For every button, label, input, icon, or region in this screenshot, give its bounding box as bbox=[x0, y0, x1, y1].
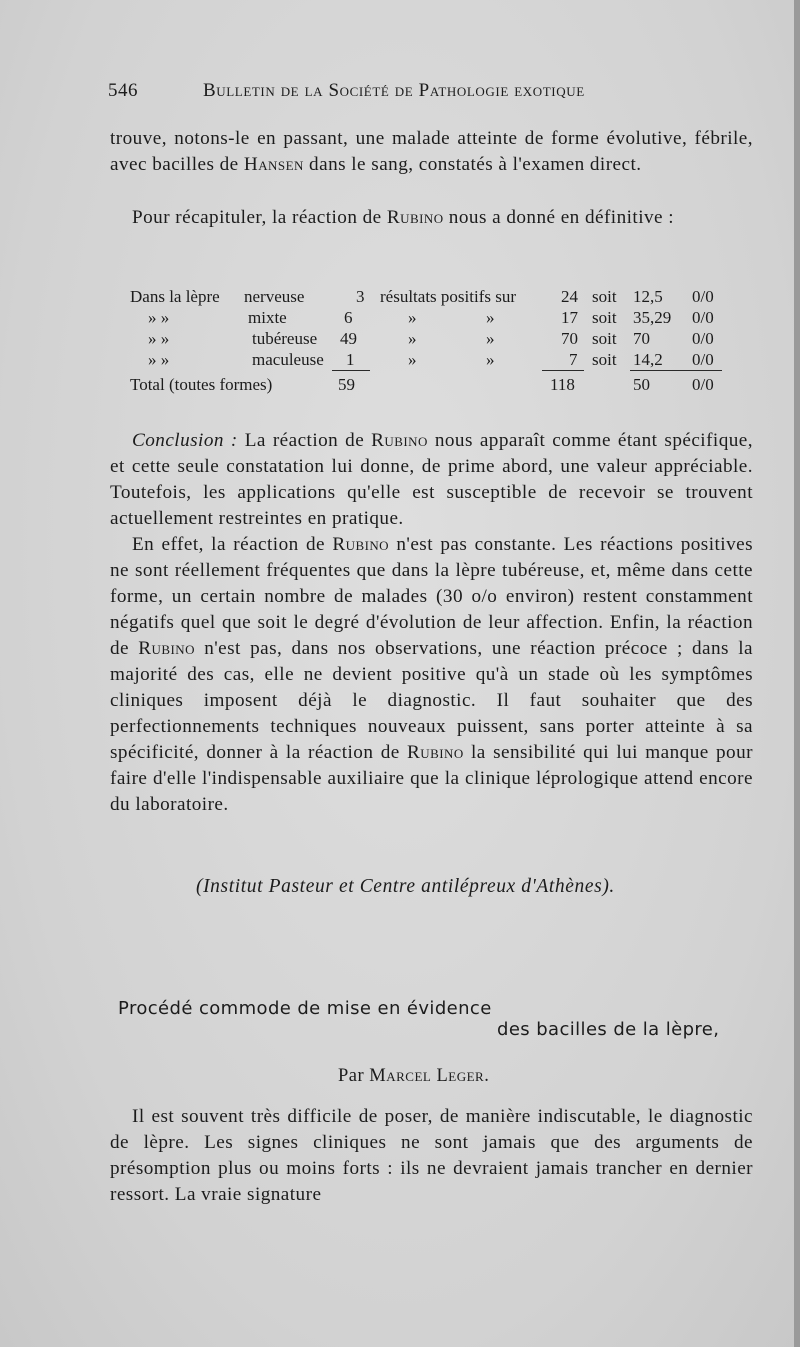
table-cell: maculeuse bbox=[252, 350, 324, 369]
table-cell: soit bbox=[592, 350, 617, 369]
conclusion-text: la sensibilité qui lui manque pour faire d'elle l'indispensable auxiliaire que la clinique léprologique attend encore du laboratoire. bbox=[110, 742, 753, 815]
article-byline bbox=[338, 1066, 489, 1087]
table-total-unit: 0/0 bbox=[692, 375, 714, 394]
sum-rule bbox=[542, 370, 584, 371]
article-title-line2: des bacilles de la lèpre, bbox=[497, 1019, 720, 1040]
conclusion-text: La réaction de bbox=[237, 430, 372, 451]
table-total: 118 bbox=[550, 375, 575, 394]
conclusion-text: n'est pas, dans nos observations, une réaction précoce ; dans la majorité des cas, elle ne devient positive qu'à un stade où les symptômes cliniques imposent déjà le diagnostic. Il faut souhaiter que des perfectionnements techniques nouveaux puissent, sans porter atteinte à sa spécificité, donner à la réaction de bbox=[110, 638, 753, 763]
table-cell: 49 bbox=[340, 329, 357, 348]
table-cell: 24 bbox=[561, 287, 578, 306]
author-name-rubino: Rubino bbox=[386, 207, 444, 228]
table-cell: » » bbox=[148, 329, 170, 348]
table-cell: » bbox=[486, 329, 495, 348]
table-cell: 0/0 bbox=[692, 350, 714, 369]
table-cell: 35,29 bbox=[633, 308, 672, 327]
author-name-rubino: Rubino bbox=[371, 430, 428, 451]
table-cell: soit bbox=[592, 308, 617, 327]
conclusion-section bbox=[110, 428, 753, 818]
table-cell: 12,5 bbox=[633, 287, 663, 306]
table-cell: 0/0 bbox=[692, 329, 714, 348]
results-table bbox=[110, 283, 750, 413]
table-cell: nerveuse bbox=[244, 287, 305, 306]
table-cell: 17 bbox=[561, 308, 578, 327]
conclusion-text: n'est pas constante. Les réactions positives ne sont réellement fréquentes que dans la lèpre tubéreuse, et, même dans cette forme, un certain nombre de malades (30 o/o environ) restent constamment négatifs quel que soit le degré d'évolution de leur affection. Enfin, la réaction de bbox=[110, 534, 753, 659]
recap-paragraph bbox=[110, 205, 753, 231]
conclusion-text: En effet, la réaction de bbox=[132, 534, 333, 555]
table-cell: » bbox=[408, 308, 417, 327]
table-cell: 6 bbox=[344, 308, 353, 327]
author-name-rubino: Rubino bbox=[407, 742, 464, 763]
article-title-line1: Procédé commode de mise en évidence bbox=[118, 998, 492, 1019]
institution-credit: (Institut Pasteur et Centre antilépreux d'Athènes). bbox=[196, 876, 615, 897]
recap-text-end: nous a donné en définitive : bbox=[443, 207, 675, 228]
page-number: 546 bbox=[108, 80, 138, 101]
table-cell: 14,2 bbox=[633, 350, 663, 369]
table-cell: 0/0 bbox=[692, 308, 714, 327]
table-cell: 70 bbox=[633, 329, 650, 348]
table-cell: » » bbox=[148, 350, 170, 369]
table-cell: 3 bbox=[356, 287, 365, 306]
table-cell: » bbox=[486, 350, 495, 369]
table-cell: mixte bbox=[248, 308, 287, 327]
table-cell: 0/0 bbox=[692, 287, 714, 306]
table-cell: 70 bbox=[561, 329, 578, 348]
table-cell: » bbox=[408, 350, 417, 369]
author-name-leger: Marcel Leger. bbox=[369, 1066, 490, 1086]
table-cell: soit bbox=[592, 287, 617, 306]
author-name-rubino: Rubino bbox=[332, 534, 390, 555]
table-cell: 1 bbox=[346, 350, 355, 369]
running-header bbox=[108, 80, 753, 108]
table-cell: » bbox=[408, 329, 417, 348]
table-cell: » » bbox=[148, 308, 170, 327]
running-title: Bulletin de la Société de Pathologie exotique bbox=[203, 80, 585, 101]
table-total-pct: 50 bbox=[633, 375, 650, 394]
article-body-text: Il est souvent très difficile de poser, de manière indiscutable, le diagnostic de lèpre. Les signes cliniques ne sont jamais que des arguments de présomption plus ou moins forts : ils ne devraient jamais trancher en dernier ressort. La vraie signature bbox=[110, 1106, 753, 1205]
intro-text-end: dans le sang, constatés à l'examen direct. bbox=[303, 154, 642, 175]
byline-prefix: Par bbox=[338, 1066, 370, 1086]
author-name-hansen: Hansen bbox=[243, 154, 304, 175]
conclusion-text: nous apparaît comme étant spécifique, et cette seule constatation lui donne, de prime abord, une valeur appréciable. Toutefois, les applications qu'elle est susceptible de recevoir se trouvent actuellement restreintes en pratique. bbox=[110, 430, 754, 529]
article-body bbox=[110, 1104, 753, 1208]
sum-rule bbox=[332, 370, 370, 371]
table-cell: » bbox=[486, 308, 495, 327]
recap-text: Pour récapituler, la réaction de bbox=[132, 207, 387, 228]
table-cell: Dans la lèpre bbox=[130, 287, 220, 306]
page-edge bbox=[794, 0, 800, 1347]
table-total-count: 59 bbox=[338, 375, 355, 394]
author-name-rubino: Rubino bbox=[138, 638, 195, 659]
table-cell: 7 bbox=[569, 350, 578, 369]
intro-paragraph bbox=[110, 126, 753, 178]
intro-text: trouve, notons-le en passant, une malade atteinte de forme évolutive, fébrile, avec bacilles de bbox=[110, 128, 753, 175]
table-cell: tubéreuse bbox=[252, 329, 318, 348]
sum-rule bbox=[630, 370, 722, 371]
conclusion-label: Conclusion : bbox=[132, 430, 238, 451]
table-total-label: Total (toutes formes) bbox=[130, 375, 273, 394]
table-cell: soit bbox=[592, 329, 617, 348]
table-cell: résultats positifs sur bbox=[380, 287, 516, 306]
